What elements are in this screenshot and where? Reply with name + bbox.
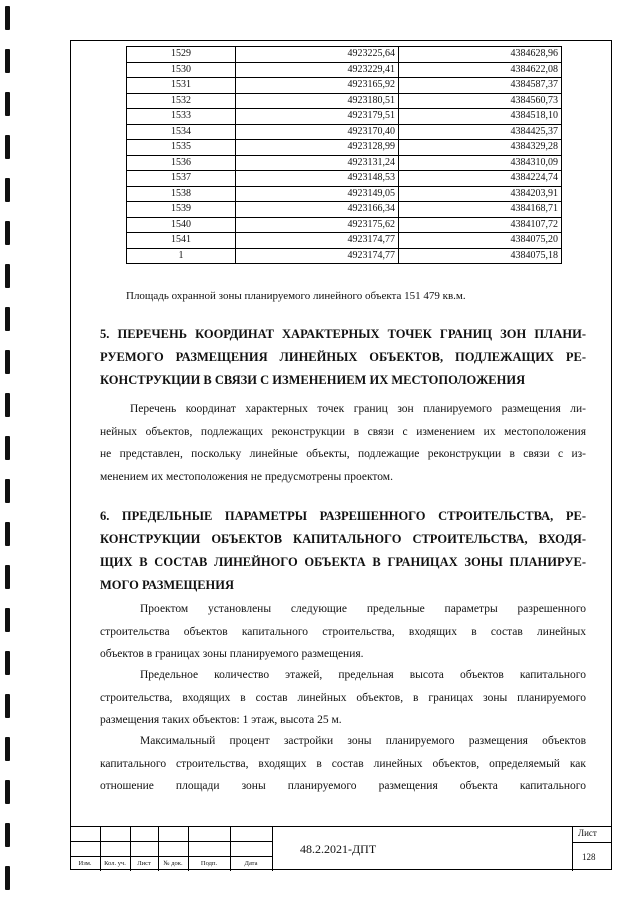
protected-zone-area: Площадь охранной зоны планируемого линейного объекта 151 479 кв.м. [126,290,466,302]
x-coordinate-cell: 4923180,51 [235,93,398,109]
point-number-cell: 1540 [127,217,236,233]
point-number-cell: 1537 [127,171,236,187]
y-coordinate-cell: 4384075,20 [398,233,561,249]
table-row [127,217,562,233]
y-coordinate-cell: 4384329,28 [398,140,561,156]
section-6-para-1: Проектом установлены следующие предельные параметры разрешенного строительства объектов капитального строительства, входящих в состав линейных объектов в границах зоны планируемого размещения. [100,603,586,660]
binding-hole [5,479,10,503]
point-number-cell: 1535 [127,140,236,156]
x-coordinate-cell: 4923175,62 [235,217,398,233]
y-coordinate-cell: 4384075,18 [398,248,561,264]
table-row [127,109,562,125]
section-5-heading: 5. ПЕРЕЧЕНЬ КООРДИНАТ ХАРАКТЕРНЫХ ТОЧЕК ГРАНИЦ ЗОН ПЛАНИ- РУЕМОГО РАЗМЕЩЕНИЯ ЛИНЕЙНЫХ ОБЪЕКТОВ, ПОДЛЕЖАЩИХ РЕ- КОНСТРУКЦИИ В СВЯЗИ С ИЗМЕНЕНИЕМ ИХ МЕСТОПОЛОЖЕНИЯ [100,327,586,387]
y-coordinate-cell: 4384628,96 [398,47,561,63]
y-coordinate-cell: 4384224,74 [398,171,561,187]
binding-hole [5,393,10,417]
table-row [127,124,562,140]
point-number-cell: 1536 [127,155,236,171]
table-row [127,62,562,78]
stamp-label-doc-no: № док. [163,860,183,867]
binding-hole [5,866,10,890]
x-coordinate-cell: 4923166,34 [235,202,398,218]
y-coordinate-cell: 4384425,37 [398,124,561,140]
table-row [127,248,562,264]
table-row [127,171,562,187]
section-6-para-3: Максимальный процент застройки зоны планируемого размещения объектов капитального строительства, входящих в состав линейных объектов, определяемый как отношение площади зоны планируемого размещения объекта капитального [100,735,586,792]
section-5-body: Перечень координат характерных точек границ зон планируемого размещения ли- нейных объектов, подлежащих реконструкции в связи с изменением их местоположения не представлен, поскольку линейные объекты, подлежащие реконструкции в связи с из- менением их местоположения не предусмотрены проектом. [100,403,586,483]
section-6-heading: 6. ПРЕДЕЛЬНЫЕ ПАРАМЕТРЫ РАЗРЕШЕННОГО СТРОИТЕЛЬСТВА, РЕ- КОНСТРУКЦИИ ОБЪЕКТОВ КАПИТАЛЬНОГО СТРОИТЕЛЬСТВА, ВХОДЯ- ЩИХ В СОСТАВ ЛИНЕЙНОГО ОБЪЕКТА В ГРАНИЦАХ ЗОНЫ ПЛАНИРУЕ- МОГО РАЗМЕЩЕНИЯ [100,509,586,592]
binding-hole [5,221,10,245]
title-block-rule [272,827,273,871]
table-row [127,47,562,63]
x-coordinate-cell: 4923149,05 [235,186,398,202]
stamp-label-count: Кол. уч. [104,860,126,867]
y-coordinate-cell: 4384310,09 [398,155,561,171]
document-code: 48.2.2021-ДПТ [300,842,377,856]
sheet-number: 128 [582,852,596,862]
title-block-rule [572,842,612,843]
point-number-cell: 1532 [127,93,236,109]
y-coordinate-cell: 4384587,37 [398,78,561,94]
binding-hole [5,49,10,73]
point-number-cell: 1531 [127,78,236,94]
point-number-cell: 1538 [127,186,236,202]
table-row [127,93,562,109]
x-coordinate-cell: 4923170,40 [235,124,398,140]
binding-hole [5,436,10,460]
binding-holes [0,0,22,905]
x-coordinate-cell: 4923148,53 [235,171,398,187]
y-coordinate-cell: 4384107,72 [398,217,561,233]
stamp-label-signature: Подп. [200,860,218,867]
sheet-label: Лист [578,828,597,838]
binding-hole [5,651,10,675]
point-number-cell: 1529 [127,47,236,63]
point-number-cell: 1541 [127,233,236,249]
binding-hole [5,608,10,632]
table-row [127,202,562,218]
binding-hole [5,6,10,30]
point-number-cell: 1530 [127,62,236,78]
point-number-cell: 1539 [127,202,236,218]
x-coordinate-cell: 4923225,64 [235,47,398,63]
x-coordinate-cell: 4923165,92 [235,78,398,94]
binding-hole [5,350,10,374]
binding-hole [5,823,10,847]
binding-hole [5,264,10,288]
point-number-cell: 1534 [127,124,236,140]
x-coordinate-cell: 4923174,77 [235,233,398,249]
table-row [127,140,562,156]
binding-hole [5,522,10,546]
stamp-label-date: Дата [244,860,258,867]
table-row [127,186,562,202]
binding-hole [5,92,10,116]
table-row [127,78,562,94]
binding-hole [5,178,10,202]
point-number-cell: 1533 [127,109,236,125]
binding-hole [5,565,10,589]
binding-hole [5,780,10,804]
title-block-rule [572,827,573,871]
binding-hole [5,135,10,159]
table-row [127,155,562,171]
binding-hole [5,694,10,718]
y-coordinate-cell: 4384168,71 [398,202,561,218]
y-coordinate-cell: 4384560,73 [398,93,561,109]
section-6-para-2: Предельное количество этажей, предельная высота объектов капитального строительства, входящих в состав линейных объектов, в границах зоны планируемого размещения таких объектов: 1 этаж, высота 25 м. [100,669,586,726]
coordinates-table [126,46,562,264]
binding-hole [5,307,10,331]
point-number-cell: 1 [127,248,236,264]
x-coordinate-cell: 4923128,99 [235,140,398,156]
x-coordinate-cell: 4923179,51 [235,109,398,125]
y-coordinate-cell: 4384622,08 [398,62,561,78]
stamp-label-sheet: Лист [137,860,151,867]
table-row [127,233,562,249]
x-coordinate-cell: 4923174,77 [235,248,398,264]
y-coordinate-cell: 4384518,10 [398,109,561,125]
stamp-label-change: Изм. [78,860,92,867]
x-coordinate-cell: 4923131,24 [235,155,398,171]
x-coordinate-cell: 4923229,41 [235,62,398,78]
binding-hole [5,737,10,761]
y-coordinate-cell: 4384203,91 [398,186,561,202]
